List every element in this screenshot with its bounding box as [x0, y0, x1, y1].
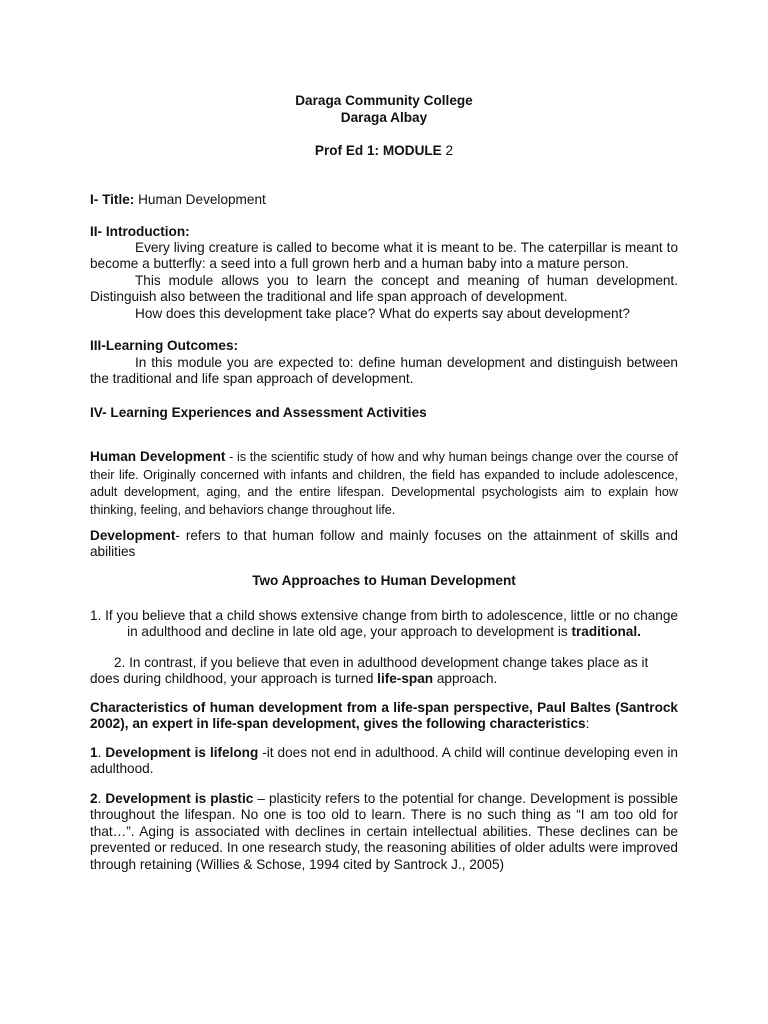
characteristic-lifelong: [90, 745, 678, 778]
learning-outcomes-body: [90, 355, 678, 388]
title-label: I- Title:: [90, 192, 135, 207]
characteristic-1-number: 1: [90, 745, 98, 760]
approaches-heading: Two Approaches to Human Development: [252, 573, 516, 588]
characteristic-2-title: Development is plastic: [105, 791, 254, 806]
characteristic-1-separator: .: [97, 745, 106, 760]
characteristic-2-text: – plasticity refers to the potential for change. Development is possible throughout the lifespan. No one is too old to learn. There is no such thing as “I am too old for that…”. Aging is associated with declines in certain intellectual abilities. These declines can be prevented or reduced. In one research study, the reasoning abilities of older adults were improved through retaining (Willies & Schose, 1994 cited by Santrock J., 2005): [90, 791, 678, 872]
approach-item-2: [90, 655, 678, 688]
module-number: 2: [445, 143, 454, 158]
characteristic-1-title: Development is lifelong: [105, 745, 259, 760]
approach-item-1-bold: traditional.: [571, 624, 641, 640]
characteristic-plastic: [90, 791, 678, 873]
approach-item-traditional: [90, 608, 678, 641]
characteristic-1-text: -it does not end in adulthood. A child will continue developing even in adulthood.: [90, 745, 678, 777]
introduction-heading: II- Introduction:: [90, 224, 190, 239]
development-definition: [90, 528, 678, 561]
human-development-term: Human Development: [90, 449, 226, 464]
approach-item-2-text: 2. In contrast, if you believe that even in adulthood development change takes place as it does during childhood, your approach is turned: [90, 655, 649, 687]
approach-item-1-text: 1. If you believe that a child shows extensive change from birth to adolescence, little or no change in adulthood and decline in late old age, your approach to development is: [90, 608, 678, 640]
module-label: Prof Ed 1: MODULE: [314, 143, 442, 158]
characteristics-intro: [90, 700, 678, 733]
development-term: Development: [90, 528, 176, 543]
experiences-heading: IV- Learning Experiences and Assessment Activities: [90, 405, 427, 420]
learning-outcomes-paragraph: In this module you are expected to: define human development and distinguish between the traditional and life span approach of development.: [90, 355, 678, 387]
title-line: [90, 192, 678, 208]
title-value: Human Development: [134, 192, 266, 207]
introduction-paragraph-2: This module allows you to learn the concept and meaning of human development. Distinguish also between the traditional and life span approach of development.: [90, 272, 678, 305]
human-development-text: - is the scientific study of how and why human beings change over the course of their life. Originally concerned with infants and children, the field has expanded to include adolescence, adult development, aging, and the entire lifespan. Developmental psychologists aim to explain how thinking, feeling, and behaviors change throughout life.: [90, 450, 678, 517]
learning-outcomes-heading: III-Learning Outcomes:: [90, 338, 239, 353]
approach-item-2-end: approach.: [433, 671, 498, 687]
human-development-definition: [90, 448, 678, 519]
introduction-paragraph-3: How does this development take place? What do experts say about development?: [135, 305, 630, 321]
introduction-body: [90, 240, 678, 322]
introduction-paragraph-1: Every living creature is called to become what it is meant to be. The caterpillar is meant to become a butterfly: a seed into a full grown herb and a human baby into a mature person.: [90, 240, 678, 272]
college-location: Daraga Albay: [340, 110, 428, 125]
development-text: - refers to that human follow and mainly focuses on the attainment of skills and abilities: [90, 528, 678, 560]
college-name: Daraga Community College: [295, 93, 473, 108]
approach-item-lifespan: [90, 655, 678, 688]
characteristic-2-number: 2: [90, 791, 98, 806]
characteristic-2-separator: .: [97, 791, 106, 806]
module-title: [0, 143, 768, 159]
approach-item-2-bold: life-span: [377, 671, 434, 687]
characteristics-intro-end: :: [585, 716, 590, 732]
characteristics-intro-bold: Characteristics of human development from a life-span perspective, Paul Baltes (Santrock 2002), an expert in life-span development, gives the following characteristics: [90, 700, 678, 732]
